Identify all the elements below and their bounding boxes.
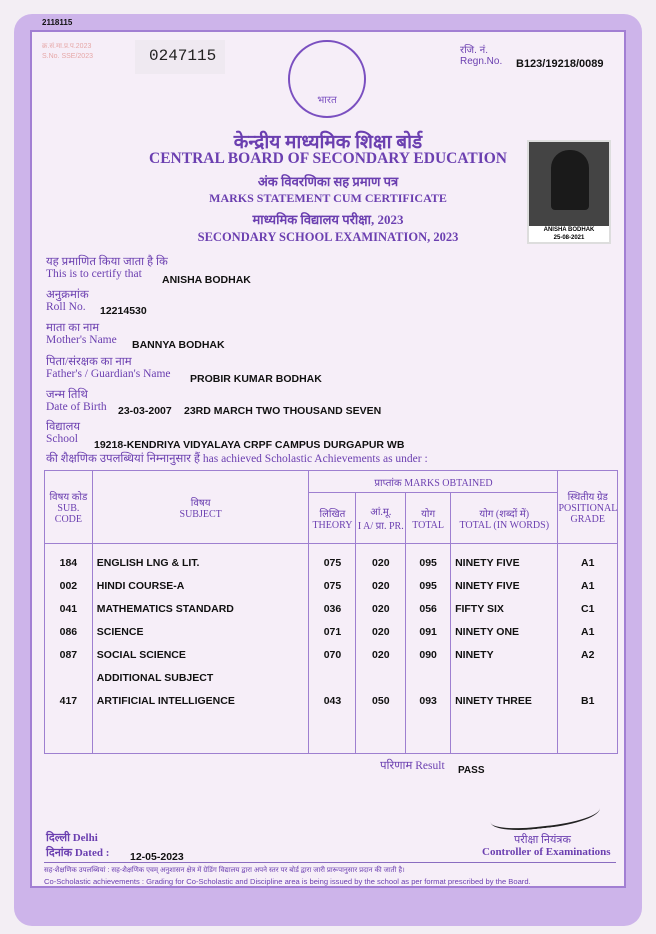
cell-ia: 020 — [356, 575, 406, 598]
serial-label-hi: क्र.सं.मा.प्र.प.2023 — [42, 43, 92, 50]
serial-number: 0247115 — [135, 40, 225, 74]
cell-words: FIFTY SIX — [451, 598, 558, 621]
dated-line — [46, 845, 109, 860]
header-subject: विषय SUBJECT — [92, 471, 309, 544]
serial-label: S.No. SSE/2023 — [42, 53, 93, 60]
cell-total: 091 — [406, 621, 451, 644]
father-label: Father's / Guardian's Name — [46, 368, 171, 380]
school-label: School — [46, 433, 78, 445]
school-name: 19218-KENDRIYA VIDYALAYA CRPF CAMPUS DURGAPUR WB — [94, 439, 405, 451]
table-row — [45, 575, 618, 598]
exam-title: SECONDARY SCHOOL EXAMINATION, 2023 — [197, 230, 459, 244]
issue-date: 12-05-2023 — [130, 851, 184, 863]
cell-subject: SOCIAL SCIENCE — [92, 644, 309, 667]
cell-grade: B1 — [558, 690, 618, 713]
certify-label-hi: यह प्रमाणित किया जाता है कि — [46, 256, 168, 268]
table-row — [45, 621, 618, 644]
exam-hindi: माध्यमिक विद्यालय परीक्षा, 2023 — [252, 212, 404, 227]
result-value: PASS — [458, 765, 485, 776]
dob-label-hi: जन्म तिथि — [46, 389, 88, 401]
cell-total: 090 — [406, 644, 451, 667]
cell-theory: 071 — [309, 621, 356, 644]
cell-ia: 020 — [356, 598, 406, 621]
logo-text: भारत — [317, 95, 337, 106]
place-line — [46, 830, 98, 845]
achieved-text: has achieved Scholastic Achievements as under : — [202, 453, 428, 465]
cell-subject: HINDI COURSE-A — [92, 575, 309, 598]
dob-value: 23-03-2007 — [118, 405, 172, 417]
cell-total: 095 — [406, 575, 451, 598]
additional-subject-row — [45, 667, 618, 690]
regn-label: Regn.No. — [460, 56, 503, 67]
header-ia: आं.मू. I A/ प्रा. PR. — [356, 493, 406, 544]
cell-grade: C1 — [558, 598, 618, 621]
co-scholastic-note-hi: सह-शैक्षणिक उपलब्धियां : सह-शैक्षणिक एवम् अनुशासन क्षेत्र में ग्रेडिंग विद्यालय द्वारा अपने स्तर पर बोर्ड द्वारा जारी प्रारूपानुसार प्रदान की जाती है। — [44, 867, 405, 874]
place-hi: दिल्ली — [46, 832, 70, 844]
certificate-subtitle: MARKS STATEMENT CUM CERTIFICATE — [209, 191, 447, 205]
cell-ia: 020 — [356, 544, 406, 576]
cell-grade: A1 — [558, 621, 618, 644]
controller-title: Controller of Examinations — [482, 846, 611, 858]
achieved-line — [46, 451, 428, 466]
cell-theory: 075 — [309, 575, 356, 598]
mother-name: BANNYA BODHAK — [132, 339, 225, 351]
cell-code: 086 — [45, 621, 93, 644]
cell-theory: 070 — [309, 644, 356, 667]
cell-words: NINETY THREE — [451, 690, 558, 713]
dob-label: Date of Birth — [46, 401, 107, 413]
cell-grade: A1 — [558, 575, 618, 598]
certify-label: This is to certify that — [46, 268, 142, 280]
mother-label-hi: माता का नाम — [46, 322, 100, 334]
top-code: 2118115 — [42, 18, 73, 27]
header-code: विषय कोड SUB. CODE — [45, 471, 93, 544]
cell-theory: 075 — [309, 544, 356, 576]
father-name: PROBIR KUMAR BODHAK — [190, 373, 322, 385]
additional-subject-label: ADDITIONAL SUBJECT — [92, 667, 309, 690]
cell-grade: A2 — [558, 644, 618, 667]
cell-words: NINETY FIVE — [451, 575, 558, 598]
table-row — [45, 598, 618, 621]
regn-label-hi: रजि. नं. — [460, 45, 488, 56]
student-photo — [527, 140, 611, 244]
cell-code: 002 — [45, 575, 93, 598]
roll-label-hi: अनुक्रमांक — [46, 289, 89, 301]
table-row — [45, 690, 618, 713]
cell-ia: 020 — [356, 644, 406, 667]
table-row — [45, 544, 618, 576]
cell-code: 184 — [45, 544, 93, 576]
cell-subject: MATHEMATICS STANDARD — [92, 598, 309, 621]
dated-hi: दिनांक — [46, 847, 73, 859]
cell-theory: 043 — [309, 690, 356, 713]
cbse-logo — [288, 40, 366, 118]
subtitle-hindi: अंक विवरणिका सह प्रमाण पत्र — [257, 174, 399, 189]
cell-ia: 020 — [356, 621, 406, 644]
father-label-hi: पिता/संरक्षक का नाम — [46, 356, 132, 368]
cell-subject: ENGLISH LNG & LIT. — [92, 544, 309, 576]
place: Delhi — [72, 832, 98, 844]
roll-label: Roll No. — [46, 301, 86, 313]
footer-divider — [44, 862, 616, 863]
cell-code: 417 — [45, 690, 93, 713]
cell-theory: 036 — [309, 598, 356, 621]
result-label: Result — [415, 760, 445, 772]
cell-words: NINETY ONE — [451, 621, 558, 644]
photo-date: 25-08-2021 — [553, 235, 585, 241]
dated-label: Dated : — [74, 847, 110, 859]
result-label-hi: परिणाम — [380, 760, 413, 772]
cell-words: NINETY — [451, 644, 558, 667]
header-total-words: योग (शब्दों में) TOTAL (IN WORDS) — [451, 493, 558, 544]
title-hindi: केन्द्रीय माध्यमिक शिक्षा बोर्ड — [233, 132, 423, 153]
cell-total: 056 — [406, 598, 451, 621]
achieved-hi: की शैक्षणिक उपलब्धियां निम्नानुसार हैं — [46, 453, 200, 465]
cell-subject: SCIENCE — [92, 621, 309, 644]
table-filler — [45, 713, 618, 753]
dob-words: 23RD MARCH TWO THOUSAND SEVEN — [184, 405, 382, 417]
co-scholastic-note: Co-Scholastic achievements : Grading for Co-Scholastic and Discipline area is being issued by the school as per format prescribed by the Board. — [44, 877, 531, 886]
header-grade: स्थितीय ग्रेड POSITIONAL GRADE — [558, 471, 618, 544]
cell-code: 087 — [45, 644, 93, 667]
regn-number: B123/19218/0089 — [516, 58, 604, 70]
result-label-line — [380, 758, 445, 773]
table-row — [45, 644, 618, 667]
header-marks-obtained: प्राप्तांक MARKS OBTAINED — [309, 471, 558, 493]
roll-number: 12214530 — [100, 305, 147, 317]
board-title: CENTRAL BOARD OF SECONDARY EDUCATION — [149, 150, 507, 167]
cell-total: 095 — [406, 544, 451, 576]
header-theory: लिखित THEORY — [309, 493, 356, 544]
cell-subject: ARTIFICIAL INTELLIGENCE — [92, 690, 309, 713]
photo-name: ANISHA BODHAK — [543, 227, 595, 233]
controller-hi: परीक्षा नियंत्रक — [514, 834, 571, 846]
mother-label: Mother's Name — [46, 334, 117, 346]
cell-ia: 050 — [356, 690, 406, 713]
student-name: ANISHA BODHAK — [162, 274, 251, 286]
header-total: योग TOTAL — [406, 493, 451, 544]
cell-grade: A1 — [558, 544, 618, 576]
cell-code: 041 — [45, 598, 93, 621]
marks-table — [44, 470, 618, 754]
cell-total: 093 — [406, 690, 451, 713]
cell-words: NINETY FIVE — [451, 544, 558, 576]
school-label-hi: विद्यालय — [46, 421, 81, 433]
